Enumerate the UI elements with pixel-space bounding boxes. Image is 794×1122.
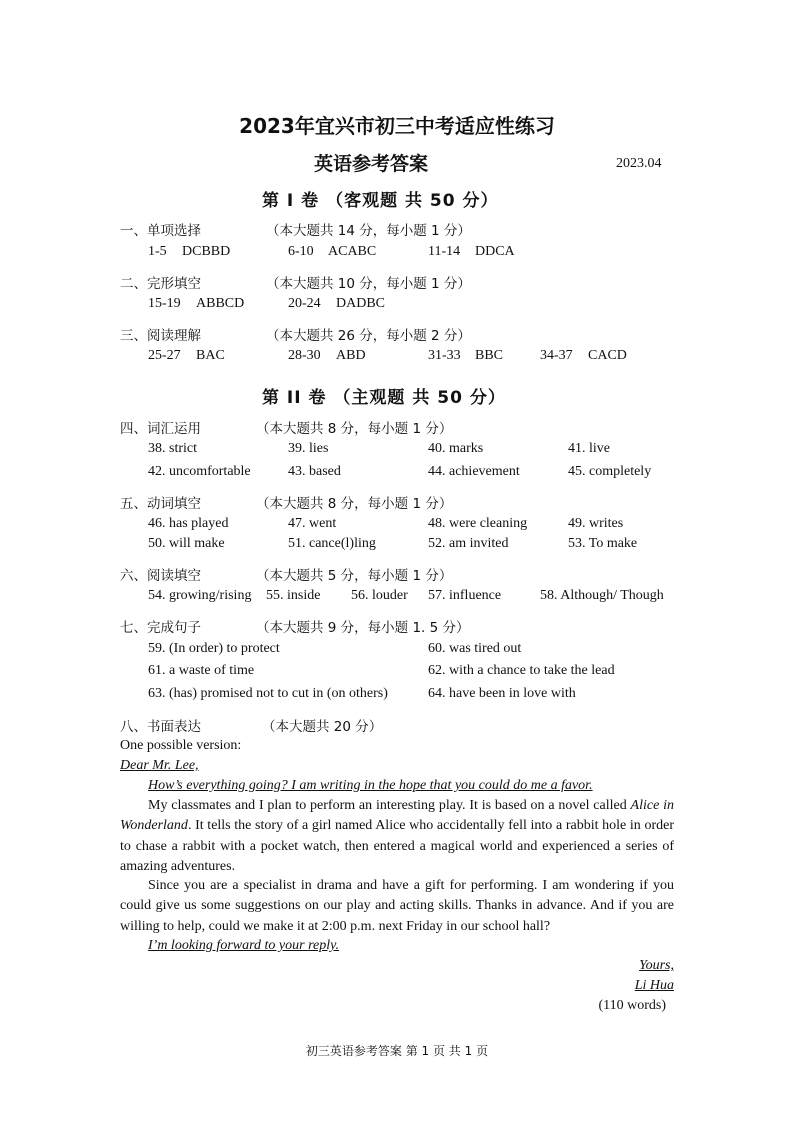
answer-item: 51. cance(l)ling bbox=[288, 536, 376, 551]
vocab-section-name: 四、词汇运用 bbox=[120, 421, 201, 437]
verbs-section-note: （本大题共 8 分，每小题 1 分） bbox=[256, 496, 453, 512]
answer-range: 11-14 bbox=[428, 244, 461, 259]
answer-item: 55. inside bbox=[266, 588, 321, 603]
writing-section-name: 八、书面表达 bbox=[120, 719, 201, 735]
answer-item: 64. have been in love with bbox=[428, 686, 576, 701]
sentences-section-note: （本大题共 9 分，每小题 1. 5 分） bbox=[256, 620, 470, 636]
essay-paragraph-1-end: . It tells the story of a girl named Alice who accidentally fell into a rabbit hole in order to chase a rabbit with a pocket watch, then entered a magical world and experienced a series of amazing adventures. bbox=[120, 818, 674, 874]
reading-fill-section-note: （本大题共 5 分，每小题 1 分） bbox=[256, 568, 453, 584]
answer-range: 31-33 bbox=[428, 348, 461, 363]
answer-item: 38. strict bbox=[148, 441, 197, 456]
essay-sign-off: Yours, bbox=[639, 958, 674, 973]
essay-salutation: Dear Mr. Lee, bbox=[120, 758, 199, 773]
answer-item: 60. was tired out bbox=[428, 641, 522, 656]
answer-letters: ACABC bbox=[328, 244, 377, 259]
answer-range: 28-30 bbox=[288, 348, 321, 363]
answer-range: 6-10 bbox=[288, 244, 314, 259]
answer-item: 52. am invited bbox=[428, 536, 509, 551]
date-label: 2023.04 bbox=[616, 156, 662, 171]
section3-note: （本大题共 26 分，每小题 2 分） bbox=[266, 328, 471, 344]
answer-letters: BBC bbox=[475, 348, 504, 363]
answer-item: 43. based bbox=[288, 464, 341, 479]
answer-item: 40. marks bbox=[428, 441, 484, 456]
answer-letters: BAC bbox=[196, 348, 225, 363]
essay-paragraph-1-start: My classmates and I plan to perform an interesting play. It is based on a novel called bbox=[148, 798, 631, 813]
part2-title: 第 II 卷 （主观题 共 50 分） bbox=[262, 388, 506, 408]
answer-letters: DCBBD bbox=[182, 244, 231, 259]
answer-item: 47. went bbox=[288, 516, 337, 531]
reading-fill-section-name: 六、阅读填空 bbox=[120, 568, 201, 584]
answer-item: 61. a waste of time bbox=[148, 663, 255, 678]
answer-range: 20-24 bbox=[288, 296, 321, 311]
answer-item: 54. growing/rising bbox=[148, 588, 252, 603]
answer-item: 50. will make bbox=[148, 536, 225, 551]
answer-item: 63. (has) promised not to cut in (on others) bbox=[148, 686, 388, 701]
page-title: 2023年宜兴市初三中考适应性练习 bbox=[239, 114, 555, 138]
novel-title: Alice in Wonderland bbox=[120, 798, 674, 834]
answer-letters: ABD bbox=[336, 348, 366, 363]
essay-signature: Li Hua bbox=[634, 978, 674, 993]
answer-item: 42. uncomfortable bbox=[148, 464, 251, 479]
writing-section-note: （本大题共 20 分） bbox=[262, 719, 383, 735]
answer-item: 46. has played bbox=[148, 516, 229, 531]
answer-range: 25-27 bbox=[148, 348, 181, 363]
essay-paragraph-1 bbox=[120, 796, 674, 877]
answer-item: 57. influence bbox=[428, 588, 502, 603]
essay-intro: One possible version: bbox=[120, 738, 242, 753]
page-footer: 初三英语参考答案 第 1 页 共 1 页 bbox=[305, 1044, 489, 1058]
answer-letters: DADBC bbox=[336, 296, 386, 311]
part1-title: 第 I 卷 （客观题 共 50 分） bbox=[262, 191, 499, 211]
answer-range: 34-37 bbox=[540, 348, 573, 363]
essay-paragraph-2: Since you are a specialist in drama and have a gift for performing. I am wondering if you could give us some suggestions on our play and acting skills. Thanks in advance. And if you are willing to help, could we make it at 2:00 p.m. next Friday in our school hall? bbox=[120, 878, 674, 934]
answer-range: 15-19 bbox=[148, 296, 181, 311]
essay-closing: I’m looking forward to your reply. bbox=[148, 938, 340, 953]
answer-letters: CACD bbox=[588, 348, 627, 363]
word-count: (110 words) bbox=[598, 998, 666, 1013]
answer-range: 1-5 bbox=[148, 244, 167, 259]
answer-item: 48. were cleaning bbox=[428, 516, 528, 531]
answer-item: 62. with a chance to take the lead bbox=[428, 663, 615, 678]
answer-letters: DDCA bbox=[475, 244, 515, 259]
verbs-section-name: 五、动词填空 bbox=[120, 496, 201, 512]
sentences-section-name: 七、完成句子 bbox=[120, 620, 201, 636]
answer-item: 56. louder bbox=[351, 588, 408, 603]
answer-item: 41. live bbox=[568, 441, 610, 456]
answer-item: 49. writes bbox=[568, 516, 624, 531]
answer-item: 39. lies bbox=[288, 441, 329, 456]
answer-item: 58. Although/ Though bbox=[540, 588, 664, 603]
section1-name: 一、单项选择 bbox=[120, 223, 201, 239]
answer-item: 44. achievement bbox=[428, 464, 520, 479]
page-subtitle: 英语参考答案 bbox=[314, 153, 429, 175]
answer-letters: ABBCD bbox=[196, 296, 245, 311]
vocab-section-note: （本大题共 8 分，每小题 1 分） bbox=[256, 421, 453, 437]
section2-note: （本大题共 10 分，每小题 1 分） bbox=[266, 276, 471, 292]
section2-name: 二、完形填空 bbox=[120, 276, 201, 292]
answer-item: 59. (In order) to protect bbox=[148, 641, 280, 656]
answer-item: 45. completely bbox=[568, 464, 652, 479]
essay-opening: How’s everything going? I am writing in the hope that you could do me a favor. bbox=[148, 778, 593, 793]
answer-item: 53. To make bbox=[568, 536, 638, 551]
section1-note: （本大题共 14 分，每小题 1 分） bbox=[266, 223, 471, 239]
section3-name: 三、阅读理解 bbox=[120, 328, 201, 344]
